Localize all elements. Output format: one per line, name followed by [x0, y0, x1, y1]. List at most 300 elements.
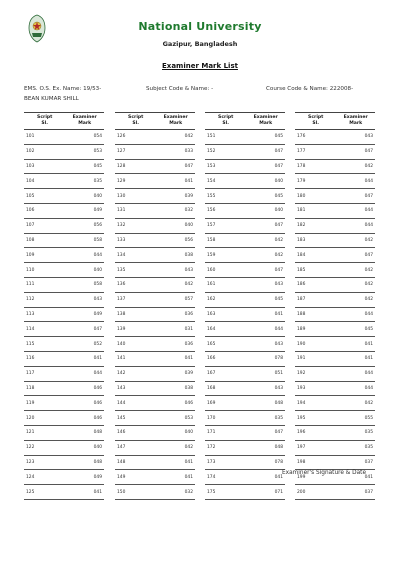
- table-row: [295, 396, 375, 411]
- script-number: 103: [24, 159, 65, 174]
- table-row: [115, 307, 195, 322]
- script-number: 141: [115, 351, 156, 366]
- script-number: 161: [205, 277, 246, 292]
- examiner-mark: 046: [65, 411, 104, 426]
- examiner-mark: 044: [336, 218, 375, 233]
- examiner-mark: 044: [336, 307, 375, 322]
- examiner-mark: 035: [65, 174, 104, 189]
- table-row: [24, 381, 104, 396]
- examiner-mark: 032: [156, 485, 195, 500]
- script-number: 173: [205, 455, 246, 470]
- table-row: [205, 485, 285, 500]
- examiner-mark: 037: [336, 455, 375, 470]
- script-number: 137: [115, 292, 156, 307]
- examiner-mark: 031: [156, 322, 195, 337]
- table-row: [205, 248, 285, 263]
- script-number: 197: [295, 440, 336, 455]
- table-row: [205, 440, 285, 455]
- examiner-mark: 047: [336, 144, 375, 159]
- examiner-mark: 041: [156, 174, 195, 189]
- script-number: 167: [205, 366, 246, 381]
- script-header: Script Sl.: [205, 113, 246, 130]
- script-number: 123: [24, 455, 65, 470]
- script-number: 190: [295, 337, 336, 352]
- table-row: [295, 144, 375, 159]
- script-number: 130: [115, 189, 156, 204]
- course-code-name: Course Code & Name: 222008-: [266, 86, 354, 92]
- table-row: [295, 440, 375, 455]
- script-number: 183: [295, 233, 336, 248]
- examiner-mark: 042: [336, 292, 375, 307]
- table-row: [115, 485, 195, 500]
- examiner-mark: 040: [65, 440, 104, 455]
- table-row: [115, 292, 195, 307]
- examiner-mark: 041: [156, 470, 195, 485]
- table-row: [295, 455, 375, 470]
- table-row: [205, 396, 285, 411]
- table-row: [24, 322, 104, 337]
- examiner-mark: 035: [336, 440, 375, 455]
- examiner-mark: 041: [246, 470, 285, 485]
- mark-header: Examiner Mark: [65, 113, 104, 130]
- table-row: [115, 174, 195, 189]
- examiner-mark: 042: [246, 248, 285, 263]
- script-number: 151: [205, 130, 246, 145]
- examiner-mark: 047: [246, 218, 285, 233]
- table-row: [24, 470, 104, 485]
- table-row: [24, 159, 104, 174]
- script-number: 193: [295, 381, 336, 396]
- script-number: 188: [295, 307, 336, 322]
- examiner-mark: 051: [246, 366, 285, 381]
- table-row: [115, 337, 195, 352]
- table-row: [295, 263, 375, 278]
- table-row: [205, 263, 285, 278]
- examiner-mark: 049: [65, 470, 104, 485]
- script-number: 199: [295, 470, 336, 485]
- examiner-mark: 047: [246, 144, 285, 159]
- table-row: [24, 485, 104, 500]
- script-number: 152: [205, 144, 246, 159]
- script-number: 128: [115, 159, 156, 174]
- script-number: 108: [24, 233, 65, 248]
- examiner-mark: 041: [336, 337, 375, 352]
- table-row: [115, 203, 195, 218]
- table-row: [115, 411, 195, 426]
- script-header: Script Sl.: [24, 113, 65, 130]
- table-row: [115, 425, 195, 440]
- table-row: [205, 381, 285, 396]
- script-number: 174: [205, 470, 246, 485]
- script-number: 134: [115, 248, 156, 263]
- script-number: 170: [205, 411, 246, 426]
- script-number: 136: [115, 277, 156, 292]
- script-number: 159: [205, 248, 246, 263]
- table-row: [205, 159, 285, 174]
- examiner-mark: 042: [336, 396, 375, 411]
- script-number: 179: [295, 174, 336, 189]
- table-row: [295, 159, 375, 174]
- examiner-mark: 047: [65, 322, 104, 337]
- examiner-mark: 042: [156, 440, 195, 455]
- examiner-mark: 042: [336, 277, 375, 292]
- script-number: 109: [24, 248, 65, 263]
- table-row: [24, 263, 104, 278]
- script-number: 135: [115, 263, 156, 278]
- examiner-mark: 045: [246, 189, 285, 204]
- script-number: 107: [24, 218, 65, 233]
- examiner-mark: 042: [336, 233, 375, 248]
- table-row: [115, 455, 195, 470]
- examiner-mark: 040: [156, 218, 195, 233]
- examiner-mark: 039: [156, 366, 195, 381]
- examiner-mark: 056: [156, 233, 195, 248]
- table-row: [205, 233, 285, 248]
- examiner-mark: 042: [336, 159, 375, 174]
- table-row: [295, 218, 375, 233]
- table-row: [24, 307, 104, 322]
- subject-code-name: Subject Code & Name: -: [146, 86, 214, 92]
- table-row: [24, 248, 104, 263]
- examiner-mark: 078: [246, 351, 285, 366]
- script-number: 191: [295, 351, 336, 366]
- script-number: 195: [295, 411, 336, 426]
- examiner-mark: 035: [246, 411, 285, 426]
- examiner-mark: 047: [156, 159, 195, 174]
- table-row: [295, 248, 375, 263]
- script-number: 120: [24, 411, 65, 426]
- script-number: 101: [24, 130, 65, 145]
- table-row: [24, 440, 104, 455]
- table-row: [115, 277, 195, 292]
- script-number: 142: [115, 366, 156, 381]
- script-number: 158: [205, 233, 246, 248]
- script-number: 164: [205, 322, 246, 337]
- examiner-mark: 058: [65, 277, 104, 292]
- examiner-mark: 041: [65, 485, 104, 500]
- table-row: [295, 174, 375, 189]
- examiner-mark: 043: [246, 277, 285, 292]
- script-number: 163: [205, 307, 246, 322]
- examiner-mark: 046: [156, 396, 195, 411]
- table-row: [115, 322, 195, 337]
- script-number: 185: [295, 263, 336, 278]
- script-number: 118: [24, 381, 65, 396]
- examiner-mark: 043: [246, 381, 285, 396]
- table-row: [115, 351, 195, 366]
- script-number: 144: [115, 396, 156, 411]
- examiner-mark: 040: [156, 425, 195, 440]
- mark-header: Examiner Mark: [156, 113, 195, 130]
- script-number: 129: [115, 174, 156, 189]
- examiner-mark: 036: [156, 307, 195, 322]
- examiner-mark: 037: [336, 485, 375, 500]
- examiner-mark: 057: [156, 292, 195, 307]
- script-number: 187: [295, 292, 336, 307]
- table-row: [115, 130, 195, 145]
- table-row: [24, 366, 104, 381]
- script-header: Script Sl.: [115, 113, 156, 130]
- examiner-mark: 043: [336, 130, 375, 145]
- examiner-mark: 038: [156, 381, 195, 396]
- table-row: [24, 396, 104, 411]
- mark-header: Examiner Mark: [246, 113, 285, 130]
- examiner-mark: 046: [65, 381, 104, 396]
- table-row: [24, 144, 104, 159]
- table-row: [205, 174, 285, 189]
- examiner-mark: 042: [336, 263, 375, 278]
- examiner-mark: 038: [156, 248, 195, 263]
- table-row: [295, 189, 375, 204]
- script-number: 182: [295, 218, 336, 233]
- script-number: 112: [24, 292, 65, 307]
- examiner-mark: 048: [65, 425, 104, 440]
- table-row: [295, 130, 375, 145]
- examiner-mark: 049: [65, 307, 104, 322]
- examiner-mark: 049: [65, 203, 104, 218]
- script-number: 117: [24, 366, 65, 381]
- script-number: 105: [24, 189, 65, 204]
- script-header: Script Sl.: [295, 113, 336, 130]
- script-number: 147: [115, 440, 156, 455]
- table-row: [115, 396, 195, 411]
- script-number: 126: [115, 130, 156, 145]
- table-row: [205, 322, 285, 337]
- examiner-mark: 044: [336, 203, 375, 218]
- table-row: [205, 366, 285, 381]
- examiner-mark: 047: [246, 159, 285, 174]
- examiner-mark: 047: [336, 189, 375, 204]
- table-row: [24, 233, 104, 248]
- script-number: 116: [24, 351, 65, 366]
- table-row: [205, 277, 285, 292]
- table-row: [205, 425, 285, 440]
- script-number: 131: [115, 203, 156, 218]
- examiner-mark: 040: [65, 263, 104, 278]
- examiner-mark: 058: [65, 233, 104, 248]
- script-number: 189: [295, 322, 336, 337]
- table-row: [295, 366, 375, 381]
- examiner-mark: 045: [336, 322, 375, 337]
- table-row: [205, 189, 285, 204]
- examiner-mark: 045: [65, 159, 104, 174]
- script-number: 194: [295, 396, 336, 411]
- mark-header: Examiner Mark: [336, 113, 375, 130]
- script-number: 154: [205, 174, 246, 189]
- script-number: 121: [24, 425, 65, 440]
- table-row: [295, 425, 375, 440]
- examiner-mark: 040: [246, 203, 285, 218]
- table-row: [24, 203, 104, 218]
- script-number: 113: [24, 307, 65, 322]
- examiner-mark: 047: [246, 425, 285, 440]
- table-row: [295, 292, 375, 307]
- examiner-mark: 044: [336, 174, 375, 189]
- script-number: 169: [205, 396, 246, 411]
- table-row: [115, 248, 195, 263]
- script-number: 150: [115, 485, 156, 500]
- table-row: [295, 337, 375, 352]
- examiner-mark: 045: [246, 130, 285, 145]
- script-number: 148: [115, 455, 156, 470]
- script-number: 157: [205, 218, 246, 233]
- table-row: [205, 203, 285, 218]
- table-row: [205, 307, 285, 322]
- examiner-mark: 045: [246, 292, 285, 307]
- table-row: [115, 144, 195, 159]
- table-row: [115, 218, 195, 233]
- examiner-mark: 036: [156, 337, 195, 352]
- script-number: 140: [115, 337, 156, 352]
- script-number: 115: [24, 337, 65, 352]
- examiner-mark: 042: [156, 277, 195, 292]
- table-row: [205, 351, 285, 366]
- script-number: 102: [24, 144, 65, 159]
- examiner-mark: 053: [156, 411, 195, 426]
- script-number: 178: [295, 159, 336, 174]
- script-number: 125: [24, 485, 65, 500]
- examiner-mark: 044: [336, 366, 375, 381]
- table-row: [24, 337, 104, 352]
- script-number: 143: [115, 381, 156, 396]
- examiner-signature-label: Examiner's Signature & Date: [282, 470, 367, 476]
- script-number: 160: [205, 263, 246, 278]
- table-row: [295, 381, 375, 396]
- table-row: [205, 218, 285, 233]
- script-number: 110: [24, 263, 65, 278]
- examiner-mark: 078: [246, 455, 285, 470]
- examiner-mark: 048: [246, 440, 285, 455]
- examiner-mark: 039: [156, 189, 195, 204]
- examiner-mark: 044: [336, 381, 375, 396]
- examiner-mark: 041: [65, 351, 104, 366]
- script-number: 196: [295, 425, 336, 440]
- table-row: [295, 307, 375, 322]
- script-number: 192: [295, 366, 336, 381]
- university-title: National University: [138, 20, 262, 33]
- examiner-name: BEAN KUMAR SHILL: [24, 96, 79, 102]
- table-row: [115, 159, 195, 174]
- examiner-mark: 048: [246, 396, 285, 411]
- script-number: 138: [115, 307, 156, 322]
- examiner-mark: 046: [65, 396, 104, 411]
- examiner-mark: 041: [336, 470, 375, 485]
- script-number: 184: [295, 248, 336, 263]
- mark-table-4: [295, 112, 375, 500]
- examiner-mark: 041: [246, 307, 285, 322]
- mark-table-1: [24, 112, 104, 500]
- table-row: [115, 366, 195, 381]
- examiner-mark: 044: [246, 322, 285, 337]
- script-number: 155: [205, 189, 246, 204]
- examiner-mark: 033: [156, 144, 195, 159]
- table-row: [115, 263, 195, 278]
- table-row: [24, 174, 104, 189]
- examiner-mark: 044: [65, 366, 104, 381]
- table-row: [24, 425, 104, 440]
- script-number: 133: [115, 233, 156, 248]
- table-row: [205, 455, 285, 470]
- examiner-mark: 053: [65, 144, 104, 159]
- script-number: 145: [115, 411, 156, 426]
- table-row: [24, 411, 104, 426]
- examiner-mark: 052: [65, 337, 104, 352]
- script-number: 156: [205, 203, 246, 218]
- table-row: [295, 203, 375, 218]
- university-location: Gazipur, Bangladesh: [162, 40, 238, 48]
- script-number: 124: [24, 470, 65, 485]
- table-row: [24, 455, 104, 470]
- examiner-mark: 042: [246, 233, 285, 248]
- script-number: 122: [24, 440, 65, 455]
- table-row: [115, 381, 195, 396]
- examiner-mark: 047: [336, 248, 375, 263]
- table-row: [205, 130, 285, 145]
- script-number: 111: [24, 277, 65, 292]
- ems-exam-name: EMS. O.S. Ex. Name: 19/53-: [24, 86, 102, 92]
- script-number: 127: [115, 144, 156, 159]
- script-number: 172: [205, 440, 246, 455]
- table-row: [295, 233, 375, 248]
- table-row: [205, 337, 285, 352]
- examiner-mark: 043: [246, 337, 285, 352]
- script-number: 162: [205, 292, 246, 307]
- table-row: [205, 411, 285, 426]
- table-row: [295, 485, 375, 500]
- script-number: 165: [205, 337, 246, 352]
- table-row: [205, 470, 285, 485]
- table-row: [205, 144, 285, 159]
- script-number: 177: [295, 144, 336, 159]
- examiner-mark: 041: [156, 351, 195, 366]
- examiner-mark: 040: [246, 174, 285, 189]
- script-number: 198: [295, 455, 336, 470]
- script-number: 104: [24, 174, 65, 189]
- table-row: [24, 351, 104, 366]
- script-number: 181: [295, 203, 336, 218]
- table-row: [24, 277, 104, 292]
- script-number: 149: [115, 470, 156, 485]
- examiner-mark: 042: [156, 130, 195, 145]
- examiner-mark: 071: [246, 485, 285, 500]
- script-number: 175: [205, 485, 246, 500]
- table-row: [24, 130, 104, 145]
- examiner-mark: 043: [156, 263, 195, 278]
- script-number: 171: [205, 425, 246, 440]
- table-row: [24, 189, 104, 204]
- table-row: [205, 292, 285, 307]
- examiner-mark: 041: [156, 455, 195, 470]
- table-row: [295, 322, 375, 337]
- table-row: [295, 351, 375, 366]
- table-row: [115, 233, 195, 248]
- script-number: 139: [115, 322, 156, 337]
- script-number: 168: [205, 381, 246, 396]
- examiner-mark: 041: [336, 351, 375, 366]
- script-number: 180: [295, 189, 336, 204]
- script-number: 176: [295, 130, 336, 145]
- script-number: 119: [24, 396, 65, 411]
- examiner-mark: 055: [336, 411, 375, 426]
- mark-table-3: [205, 112, 285, 500]
- script-number: 114: [24, 322, 65, 337]
- script-number: 186: [295, 277, 336, 292]
- examiner-mark: 054: [65, 130, 104, 145]
- examiner-mark: 043: [65, 292, 104, 307]
- script-number: 166: [205, 351, 246, 366]
- table-row: [115, 189, 195, 204]
- mark-table-2: [115, 112, 195, 500]
